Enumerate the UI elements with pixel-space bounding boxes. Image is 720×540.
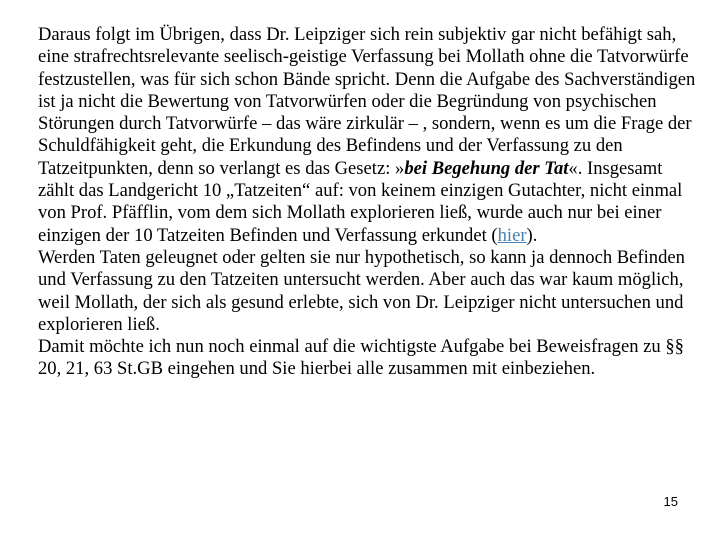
page-number: 15	[663, 494, 678, 509]
paragraph-1-text: Daraus folgt im Übrigen, dass Dr. Leipziger sich rein subjektiv gar nicht befähigt sah, eine strafrechtsrelevante seelisch-geistige Verfassung bei Mollath ohne die Tatvorwürfe festzustellen, was für sich schon Bände spricht. Denn die Aufgabe des Sachverständigen ist ja nicht die Bewertung von Tatvorwürfen oder die Begründung von psychischen Störungen durch Tatvorwürfe – das wäre zirkulär – , sondern, wenn es um die Frage der Schuldfähigkeit geht, die Erkundung des Befindens und der Verfassung zu den Tatzeitpunkten, denn so verlangt es das Gesetz: »	[38, 24, 696, 179]
paragraph-1-text-continued: «. Insgesamt zählt das Landgericht 10 „Tatzeiten“ auf: von keinem einzigen Gutachter, nicht einmal von Prof. Pfäfflin, vom dem sich Mollath explorieren ließ, wurde auch nur bei einer einzigen der 10 Tatzeiten Befinden und Verfassung erkundet (	[38, 157, 683, 246]
legal-quote-emphasis: bei Begehung der Tat	[404, 157, 569, 179]
paragraph-2: Werden Taten geleugnet oder gelten sie nur hypothetisch, so kann ja dennoch Befinden und Verfassung zu den Tatzeiten untersucht werden. Aber auch das war kaum möglich, weil Mollath, der sich als gesund erlebte, sich von Dr. Leipziger nicht untersuchen und explorieren ließ.	[38, 246, 685, 335]
paragraph-1	[38, 24, 698, 247]
slide-body	[38, 24, 698, 381]
paragraph-3: Damit möchte ich nun noch einmal auf die wichtigste Aufgabe bei Beweisfragen zu §§ 20, 21, 63 St.GB eingehen und Sie hierbei alle zusammen mit einbeziehen.	[38, 336, 684, 380]
source-link[interactable]: hier	[497, 224, 527, 246]
paragraph-1-text-end: ).	[526, 224, 538, 246]
